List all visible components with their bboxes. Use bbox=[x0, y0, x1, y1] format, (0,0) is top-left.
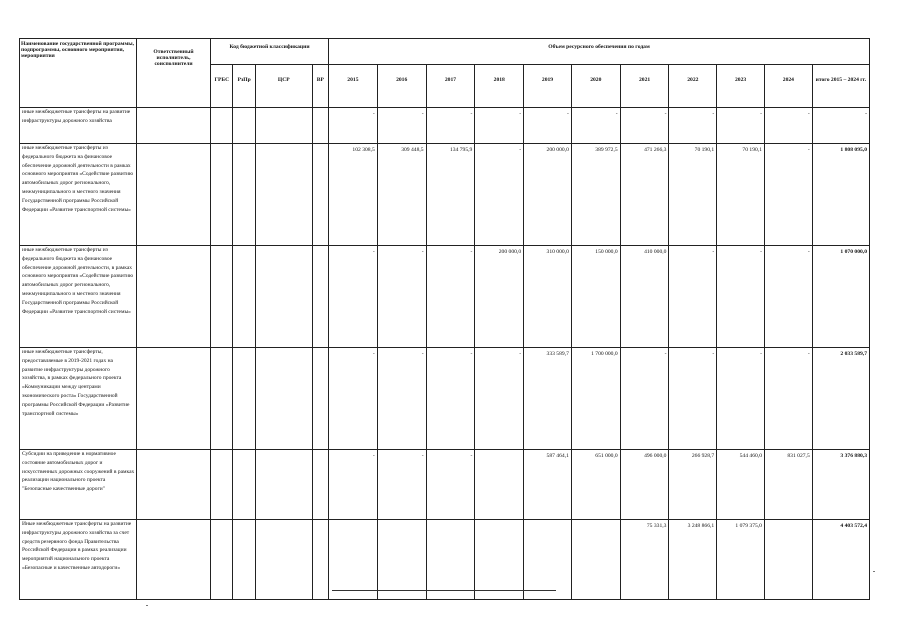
code-csr-cell bbox=[255, 144, 312, 246]
table-row bbox=[20, 144, 870, 246]
year-value-cell: - bbox=[475, 108, 524, 144]
year-value-cell: 389 972,5 bbox=[571, 144, 620, 246]
responsible-cell bbox=[136, 246, 210, 348]
year-value-cell: - bbox=[717, 108, 765, 144]
year-value-cell bbox=[475, 450, 524, 520]
row-name-cell: иные межбюджетные трансферты из федерального бюджета на финансовое обеспечение дорожной деятельности в рамках основного мероприятия «Содействие развитию автомобильных дорог регионального, межмуниципального и местного значения Государственной программы Российской Федерации «Развитие транспортной системы» bbox=[20, 144, 137, 246]
year-value-cell: - bbox=[377, 348, 426, 450]
header-code-rzpr: РзПр bbox=[233, 65, 255, 108]
table-row bbox=[20, 108, 870, 144]
header-year-2023: 2023 bbox=[717, 65, 765, 108]
year-value-cell: 587 464,1 bbox=[524, 450, 572, 520]
header-volume-group: Объем ресурсного обеспечения по годам bbox=[329, 39, 870, 65]
table-body bbox=[20, 108, 870, 600]
year-value-cell: - bbox=[475, 348, 524, 450]
header-code-grbs: ГРБС bbox=[211, 65, 233, 108]
code-csr-cell bbox=[255, 108, 312, 144]
header-year-2020: 2020 bbox=[571, 65, 620, 108]
year-value-cell: - bbox=[377, 246, 426, 348]
year-value-cell bbox=[764, 520, 812, 600]
header-code-vr: ВР bbox=[312, 65, 328, 108]
year-value-cell bbox=[426, 520, 475, 600]
year-value-cell: - bbox=[377, 450, 426, 520]
code-grbs-cell bbox=[211, 108, 233, 144]
year-value-cell: 200 000,0 bbox=[475, 246, 524, 348]
year-value-cell: - bbox=[426, 108, 475, 144]
year-value-cell: - bbox=[620, 348, 669, 450]
year-value-cell: 496 000,0 bbox=[620, 450, 669, 520]
row-name-cell: иные межбюджетные трансферты из федерального бюджета на финансовое обеспечение дорожной деятельности, в рамках основного мероприятия «Содействие развитию автомобильных дорог регионального, межмуниципального и местного значения Государственной программы Российской Федерации «Развитие транспортной системы» bbox=[20, 246, 137, 348]
year-value-cell: - bbox=[669, 348, 717, 450]
year-value-cell: 102 308,5 bbox=[329, 144, 378, 246]
header-total: итого 2015 – 2024 гг. bbox=[812, 65, 869, 108]
code-vr-cell bbox=[312, 144, 328, 246]
year-value-cell: - bbox=[426, 348, 475, 450]
row-total-cell: - bbox=[812, 108, 869, 144]
code-vr-cell bbox=[312, 520, 328, 600]
year-value-cell: - bbox=[764, 108, 812, 144]
table-row bbox=[20, 348, 870, 450]
year-value-cell: - bbox=[524, 108, 572, 144]
year-value-cell: - bbox=[717, 348, 765, 450]
year-value-cell: - bbox=[329, 348, 378, 450]
year-value-cell: - bbox=[620, 108, 669, 144]
responsible-cell bbox=[136, 144, 210, 246]
year-value-cell: - bbox=[717, 246, 765, 348]
year-value-cell: 309 448,5 bbox=[377, 144, 426, 246]
year-value-cell: - bbox=[669, 108, 717, 144]
header-year-2022: 2022 bbox=[669, 65, 717, 108]
row-name-cell: иные межбюджетные трансферты, предоставляемые в 2019-2021 годах на развитие инфраструктуры дорожного хозяйства, в рамках федерального проекта «Коммуникации между центрами экономического роста» Государственной программы Российской Федерации «Развитие транспортной системы» bbox=[20, 348, 137, 450]
row-name-cell: Иные межбюджетные трансферты на развитие инфраструктуры дорожного хозяйства за счет средств резервного фонда Правительства Российской Федерации в рамках реализации мероприятий национального проекта «Безопасные и качественные автодороги» bbox=[20, 520, 137, 600]
responsible-cell bbox=[136, 450, 210, 520]
year-value-cell: 544 460,0 bbox=[717, 450, 765, 520]
code-csr-cell bbox=[255, 450, 312, 520]
year-value-cell: 410 000,0 bbox=[620, 246, 669, 348]
year-value-cell: 134 795,9 bbox=[426, 144, 475, 246]
year-value-cell: 150 000,0 bbox=[571, 246, 620, 348]
year-value-cell: - bbox=[669, 246, 717, 348]
header-year-2018: 2018 bbox=[475, 65, 524, 108]
year-value-cell: - bbox=[571, 108, 620, 144]
code-rzpr-cell bbox=[233, 520, 255, 600]
code-vr-cell bbox=[312, 348, 328, 450]
year-value-cell: 333 589,7 bbox=[524, 348, 572, 450]
header-budget-code-group: Код бюджетной классификации bbox=[211, 39, 329, 65]
header-year-2016: 2016 bbox=[377, 65, 426, 108]
year-value-cell: 1 079 375,0 bbox=[717, 520, 765, 600]
year-value-cell: 70 190,1 bbox=[717, 144, 765, 246]
responsible-cell bbox=[136, 108, 210, 144]
header-year-2015: 2015 bbox=[329, 65, 378, 108]
year-value-cell: 70 190,1 bbox=[669, 144, 717, 246]
year-value-cell: 3 248 866,1 bbox=[669, 520, 717, 600]
year-value-cell: - bbox=[475, 144, 524, 246]
year-value-cell: - bbox=[329, 450, 378, 520]
header-year-2021: 2021 bbox=[620, 65, 669, 108]
responsible-cell bbox=[136, 520, 210, 600]
table-row bbox=[20, 246, 870, 348]
row-total-cell: 1 808 095,0 bbox=[812, 144, 869, 246]
table-row bbox=[20, 520, 870, 600]
year-value-cell: - bbox=[764, 144, 812, 246]
header-responsible: Ответственный исполнитель, соисполнители bbox=[136, 39, 210, 108]
code-csr-cell bbox=[255, 520, 312, 600]
year-value-cell: - bbox=[329, 246, 378, 348]
code-vr-cell bbox=[312, 108, 328, 144]
row-total-cell: 3 376 880,3 bbox=[812, 450, 869, 520]
year-value-cell bbox=[571, 520, 620, 600]
header-row-top bbox=[20, 39, 870, 65]
year-value-cell: - bbox=[329, 108, 378, 144]
header-year-2024: 2024 bbox=[764, 65, 812, 108]
header-name: Наименование государственной программы, подпрограммы, основного мероприятия, мероприятия bbox=[20, 39, 137, 108]
code-grbs-cell bbox=[211, 450, 233, 520]
year-value-cell: - bbox=[426, 246, 475, 348]
code-rzpr-cell bbox=[233, 450, 255, 520]
code-rzpr-cell bbox=[233, 348, 255, 450]
responsible-cell bbox=[136, 348, 210, 450]
code-grbs-cell bbox=[211, 348, 233, 450]
year-value-cell: 831 027,5 bbox=[764, 450, 812, 520]
row-total-cell: 2 033 589,7 bbox=[812, 348, 869, 450]
header-code-csr: ЦСР bbox=[255, 65, 312, 108]
row-total-cell: 1 070 000,0 bbox=[812, 246, 869, 348]
year-value-cell: 471 266,3 bbox=[620, 144, 669, 246]
budget-table-sheet bbox=[19, 38, 870, 571]
row-total-cell: 4 403 572,4 bbox=[812, 520, 869, 600]
year-value-cell bbox=[475, 520, 524, 600]
table-row bbox=[20, 450, 870, 520]
year-value-cell: 200 000,0 bbox=[524, 144, 572, 246]
row-name-cell: Субсидии на приведение в нормативное состояние автомобильных дорог и искусственных дорожных сооружений в рамках реализации национального проекта "Безопасные качественные дороги" bbox=[20, 450, 137, 520]
year-value-cell: 266 928,7 bbox=[669, 450, 717, 520]
footer-divider-line bbox=[332, 590, 556, 591]
header-year-2017: 2017 bbox=[426, 65, 475, 108]
code-rzpr-cell bbox=[233, 108, 255, 144]
year-value-cell: 1 700 000,0 bbox=[571, 348, 620, 450]
code-csr-cell bbox=[255, 246, 312, 348]
year-value-cell: 75 331,3 bbox=[620, 520, 669, 600]
year-value-cell bbox=[377, 520, 426, 600]
year-value-cell: 310 000,0 bbox=[524, 246, 572, 348]
year-value-cell: - bbox=[426, 450, 475, 520]
year-value-cell bbox=[329, 520, 378, 600]
code-csr-cell bbox=[255, 348, 312, 450]
code-vr-cell bbox=[312, 246, 328, 348]
code-grbs-cell bbox=[211, 246, 233, 348]
year-value-cell bbox=[524, 520, 572, 600]
year-value-cell: - bbox=[764, 348, 812, 450]
year-value-cell: - bbox=[377, 108, 426, 144]
scan-speck bbox=[146, 605, 148, 606]
resource-allocation-table bbox=[19, 38, 870, 600]
code-vr-cell bbox=[312, 450, 328, 520]
year-value-cell: - bbox=[764, 246, 812, 348]
header-year-2019: 2019 bbox=[524, 65, 572, 108]
code-grbs-cell bbox=[211, 520, 233, 600]
scan-speck bbox=[873, 571, 875, 572]
code-rzpr-cell bbox=[233, 144, 255, 246]
code-grbs-cell bbox=[211, 144, 233, 246]
year-value-cell: 651 000,0 bbox=[571, 450, 620, 520]
row-name-cell: иные межбюджетные трансферты на развитие инфраструктуры дорожного хозяйства bbox=[20, 108, 137, 144]
code-rzpr-cell bbox=[233, 246, 255, 348]
